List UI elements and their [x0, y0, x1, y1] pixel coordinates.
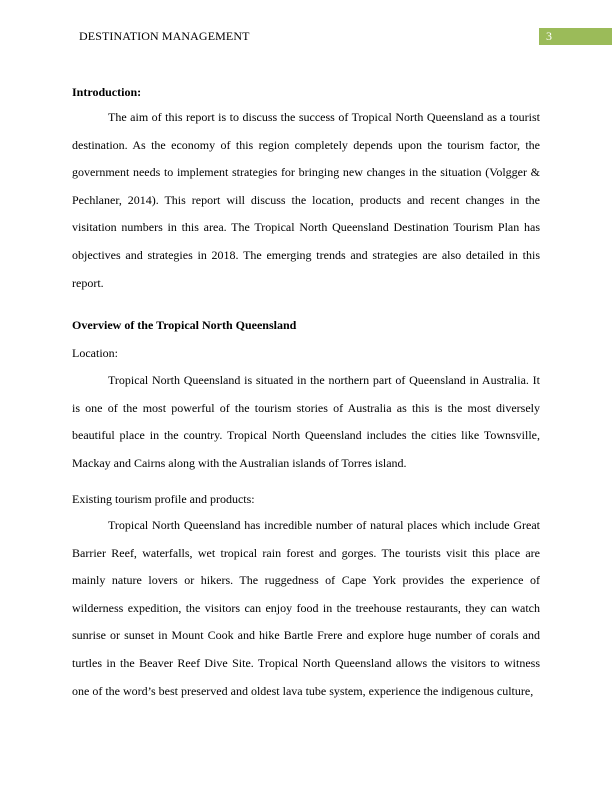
location-paragraph: Tropical North Queensland is situated in the northern part of Queensland in Australia. It is one of the most powerful of the tourism stories of Australia as this is the most diversely beautiful place in the country. Tropical North Queensland includes the cities like Townsville, Mackay and Cairns along with the Australian islands of Torres island. [72, 373, 540, 470]
location-label: Location: [72, 346, 118, 360]
page-number-badge: 3 [539, 28, 612, 45]
introduction-heading: Introduction: [72, 85, 142, 99]
tourism-profile-label: Existing tourism profile and products: [72, 492, 255, 506]
running-header-title: DESTINATION MANAGEMENT [79, 29, 250, 43]
introduction-paragraph: The aim of this report is to discuss the success of Tropical North Queensland as a tourist destination. As the economy of this region completely depends upon the tourism factor, the government needs to implement strategies for bringing new changes in the situation (Volgger & Pechlaner, 2014). This report will discuss the location, products and recent changes in the visitation numbers in this area. The Tropical North Queensland Destination Tourism Plan has objectives and strategies in 2018. The emerging trends and strategies are also detailed in this report. [72, 110, 540, 290]
overview-heading: Overview of the Tropical North Queensland [72, 318, 297, 332]
tourism-profile-paragraph: Tropical North Queensland has incredible number of natural places which include Great Barrier Reef, waterfalls, wet tropical rain forest and gorges. The tourists visit this place are mainly nature lovers or hikers. The ruggedness of Cape York provides the experience of wilderness expedition, the visitors can enjoy food in the treehouse restaurants, they can watch sunrise or sunset in Mount Cook and hike Bartle Frere and explore huge number of corals and turtles in the Beaver Reef Dive Site. Tropical North Queensland allows the visitors to witness one of the word’s best preserved and oldest lava tube system, experience the indigenous culture, [72, 518, 540, 698]
